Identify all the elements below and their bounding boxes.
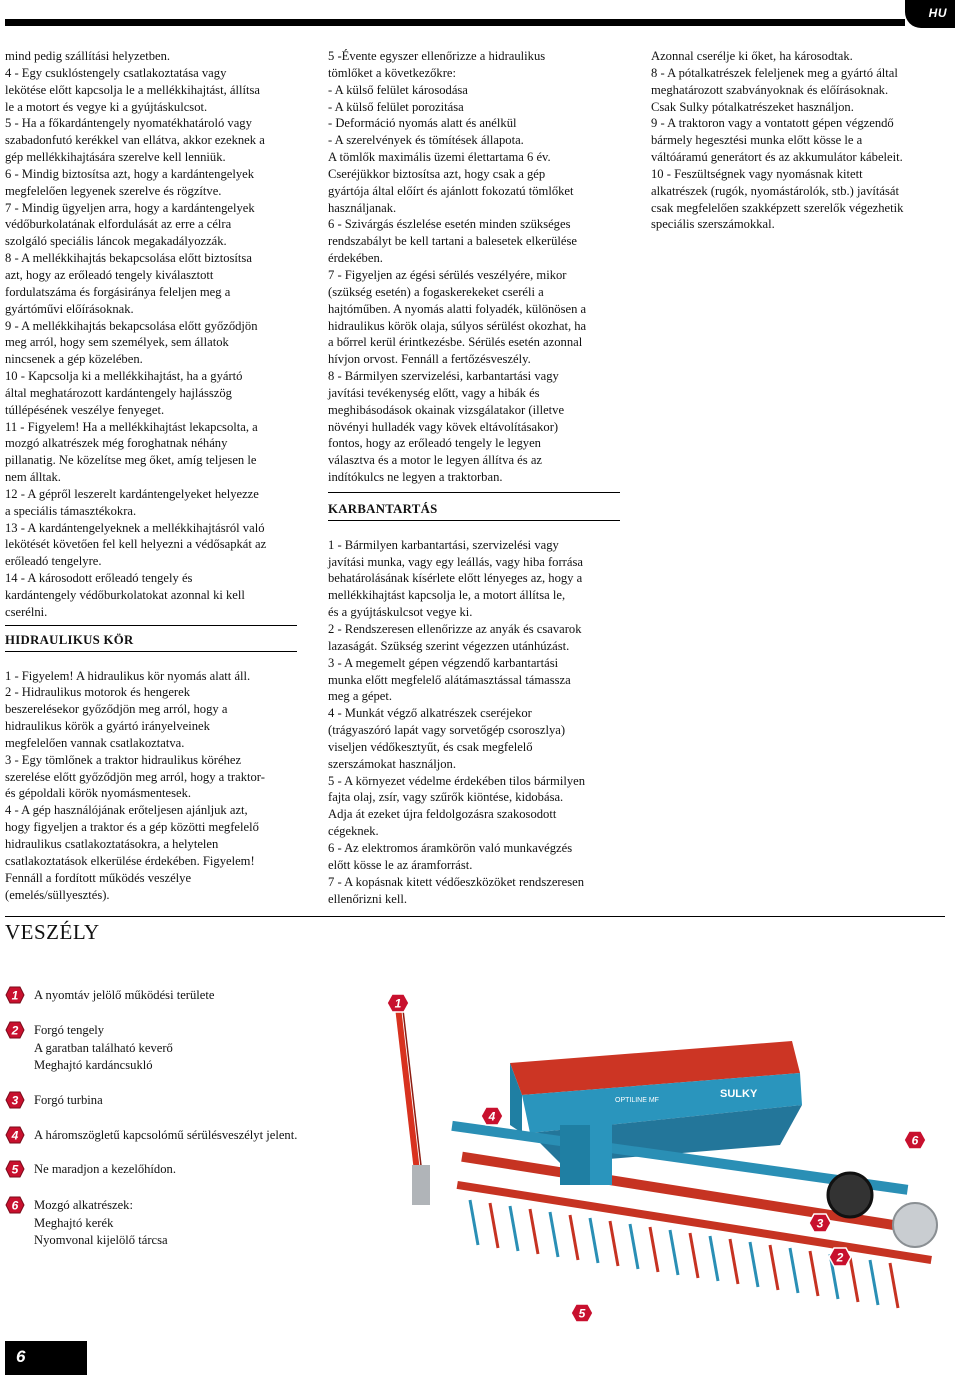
- text-line: előtt kösse le az áramforrást.: [328, 857, 473, 872]
- section-rule: [328, 520, 620, 521]
- text-line: Cseréjükkor biztosítsa azt, hogy csak a gép: [328, 166, 546, 181]
- text-line: lekötése előtt kapcsolja le a mellékkihajtást, állítsa: [5, 82, 260, 97]
- text-line: gyártója által előírt és ajánlott fokozatú tömlőket: [328, 183, 574, 198]
- text-line: 2 - Rendszeresen ellenőrizze az anyák és csavarok: [328, 622, 582, 636]
- text-line: által meghatározott kardántengely hajlásszög: [5, 385, 232, 400]
- text-line: 9 - A mellékkihajtás bekapcsolása előtt győződjön: [5, 318, 258, 333]
- column-1-hydraulic-paragraphs: [5, 668, 300, 904]
- text-line: erőleadó tengelyre.: [5, 554, 102, 569]
- text-line: 2 - Hidraulikus motorok és hengerek: [5, 685, 191, 700]
- text-line: nem álltak.: [5, 470, 61, 485]
- danger-item-text: A nyomtáv jelölő működési területe: [34, 988, 215, 1002]
- danger-number: 4: [11, 1128, 19, 1143]
- text-line: lazaságát. Szükség szerint végezzen utánhúzást.: [328, 638, 570, 653]
- text-line: érdekében.: [328, 251, 383, 266]
- text-line: növényi hulladék vagy kövek eltávolításakor): [328, 419, 559, 434]
- section-rule: [5, 625, 297, 626]
- text-line: túllépésének veszélye fenyeget.: [5, 402, 165, 417]
- callout-5: [571, 1304, 593, 1322]
- coulter: [490, 1203, 498, 1248]
- danger-item-text: A háromszögletű kapcsolómű sérülésveszélyt jelent.: [34, 1128, 298, 1142]
- text-line: hidraulikus körök a gyártó irányelveinek: [5, 719, 210, 734]
- text-line: szolgáló speciális láncok megakadályozzák.: [5, 234, 227, 249]
- coulter: [690, 1233, 698, 1278]
- text-line: választva és a motor le legyen állítva és az: [328, 453, 543, 468]
- text-line: cégeknek.: [328, 824, 379, 839]
- language-badge: [905, 0, 955, 28]
- text-line: Csak Sulky pótalkatrészeket használjon.: [651, 99, 854, 114]
- text-line: meg a gépet.: [328, 689, 392, 704]
- text-line: (trágyaszóró lapát vagy sorvetőgép csoroszlya): [328, 723, 566, 738]
- text-line: le a motort és vegye ki a gyújtáskulcsot.: [5, 99, 208, 114]
- page-number-box: [5, 1341, 87, 1375]
- callout-number: 4: [488, 1109, 496, 1124]
- callout-number: 5: [578, 1306, 586, 1321]
- coulter: [670, 1230, 678, 1275]
- text-line: 13 - A kardántengelyeknek a mellékkihajtásról való: [5, 520, 265, 535]
- text-line: indítókulcs ne legyen a traktorban.: [328, 470, 503, 485]
- text-line: hogy figyeljen a traktor és a gép közötti megfelelő: [5, 820, 259, 835]
- coulter: [850, 1257, 858, 1302]
- text-line: 5 - Ha a főkardántengely nyomatékhatároló vagy: [5, 116, 252, 131]
- text-line: szerszámokat használjon.: [328, 756, 456, 771]
- text-line: 9 - A traktoron vagy a vontatott gépen végzendő: [651, 116, 894, 131]
- section-heading-hidraulikus: HIDRAULIKUS KÖR: [5, 632, 134, 647]
- text-line: és a gyújtáskulcsot vegye ki.: [328, 605, 473, 620]
- text-line: fajta olaj, zsír, vagy szűrők kiöntése, kidobása.: [328, 790, 564, 805]
- danger-number-badge: [5, 986, 25, 1004]
- callout-2: [829, 1248, 851, 1266]
- text-line: megfelelően legyenek szerelve és rögzítve.: [5, 183, 222, 198]
- coulter: [890, 1263, 898, 1308]
- text-line: - A külső felület porozitása: [328, 99, 464, 114]
- danger-number: 1: [11, 988, 19, 1003]
- danger-number-badge: [5, 1021, 25, 1039]
- callout-number: 3: [816, 1216, 824, 1231]
- text-line: Azonnal cserélje ki őket, ha károsodtak.: [651, 49, 853, 63]
- danger-title: VESZÉLY: [5, 920, 100, 944]
- text-line: Fennáll a fordított működés veszélye: [5, 870, 192, 885]
- text-line: hívjon orvost. Fennáll a fertőzésveszély.: [328, 352, 531, 367]
- callout-1: [387, 994, 409, 1012]
- text-line: (szükség esetén) a fogaskerekeket cseréli a: [328, 284, 544, 299]
- column-1-paragraphs: [5, 48, 300, 621]
- page-number: 6: [16, 1347, 26, 1366]
- coulter: [810, 1251, 818, 1296]
- coulter: [790, 1248, 798, 1293]
- text-line: 11 - Figyelem! Ha a mellékkihajtást lekapcsolta, a: [5, 419, 258, 434]
- text-line: 1 - Bármilyen karbantartási, szervizelési vagy: [328, 537, 559, 552]
- text-line: váltóáramú generátort és az akkumulátor kábeleit.: [651, 150, 903, 165]
- coulter: [710, 1236, 718, 1281]
- danger-item-text: A garatban található keverő: [34, 1040, 173, 1055]
- coulter: [510, 1206, 518, 1251]
- text-line: gép mellékkihajtására szerelve kell lenniük.: [5, 150, 226, 165]
- coulter: [610, 1221, 618, 1266]
- coulter: [630, 1224, 638, 1269]
- text-line: Adja át ezeket újra feldolgozásra szakosodott: [328, 807, 557, 822]
- text-line: 5 - A környezet védelme érdekében tilos bármilyen: [328, 773, 586, 788]
- text-line: fordulatszáma és forgásiránya feleljen meg a: [5, 284, 231, 299]
- coulter: [750, 1242, 758, 1287]
- danger-number-badge: [5, 1091, 25, 1109]
- text-line: használjanak.: [328, 200, 397, 215]
- text-line: hidraulikus körök olaja, súlyos sérülést okozhat, ha: [328, 318, 587, 333]
- text-line: fontos, hogy az erőleadó tengely le legyen: [328, 436, 541, 451]
- danger-number: 6: [11, 1198, 19, 1213]
- text-line: pillanatig. Ne közelítse meg őket, amíg teljesen le: [5, 453, 257, 468]
- text-line: beszerelésekor győződjön meg arról, hogy a: [5, 702, 228, 717]
- drive-wheel: [828, 1173, 872, 1217]
- danger-number-badge: [5, 1126, 25, 1144]
- text-line: viseljen védőkesztyűt, és csak megfelelő: [328, 739, 533, 754]
- text-line: a bőrrel kerül érintkezésbe. Sérülés esetén azonnal: [328, 335, 583, 350]
- text-line: meghibásodások okainak vizsgálatakor (illetve: [328, 402, 565, 417]
- coulter: [550, 1212, 558, 1257]
- text-line: munka előtt megfelelő alátámasztással támassza: [328, 672, 571, 687]
- text-line: - Deformáció nyomás alatt és anélkül: [328, 116, 517, 131]
- coulter: [730, 1239, 738, 1284]
- text-line: alkatrészek (rugók, nyomástárolók, stb.) javítását: [651, 183, 899, 198]
- text-line: tömlőket a következőkre:: [328, 65, 456, 80]
- coulter: [650, 1227, 658, 1272]
- callout-6: [904, 1131, 926, 1149]
- text-line: mozgó alkatrészek még foroghatnak néhány: [5, 436, 228, 451]
- coulter: [530, 1209, 538, 1254]
- text-line: lekötését követően fel kell helyezni a védősapkát az: [5, 537, 267, 552]
- text-line: szerelése előtt győződjön meg arról, hogy a traktor-: [5, 769, 265, 784]
- danger-item-text: Meghajtó kardáncsukló: [34, 1058, 153, 1072]
- text-line: 8 - A mellékkihajtás bekapcsolása előtt biztosítsa: [5, 251, 252, 266]
- text-line: javítási munka, vagy egy leállás, vagy hiba forrása: [328, 554, 583, 569]
- text-line: 3 - A megemelt gépen végzendő karbantartási: [328, 655, 559, 670]
- text-line: bármely hegesztési munka előtt kösse le a: [651, 133, 863, 148]
- text-line: javítási tevékenység előtt, vagy a hibák és: [328, 385, 540, 400]
- text-line: csatlakoztatások elkerülése érdekében. Figyelem!: [5, 853, 255, 868]
- hopper-label-optiline: OPTILINE MF: [615, 1097, 659, 1104]
- callout-number: 6: [911, 1133, 919, 1148]
- danger-number-badge: [5, 1196, 25, 1214]
- column-2-maintenance-paragraphs: [328, 537, 623, 908]
- callout-4: [481, 1107, 503, 1125]
- text-line: hidraulikus csatlakoztatásokra, a helytelen: [5, 836, 219, 851]
- text-column-2: [328, 48, 623, 907]
- section-rule: [5, 651, 297, 652]
- danger-item-text: Ne maradjon a kezelőhídon.: [34, 1162, 176, 1176]
- text-line: 10 - Kapcsolja ki a mellékkihajtást, ha a gyártó: [5, 369, 243, 384]
- text-line: 7 - Figyeljen az égési sérülés veszélyére, mikor: [328, 267, 567, 282]
- text-line: 7 - A kopásnak kitett védőeszközöket rendszeresen: [328, 874, 584, 889]
- text-line: speciális szerszámokkal.: [651, 217, 775, 232]
- text-line: 12 - A gépről leszerelt kardántengelyeket helyezze: [5, 486, 259, 501]
- danger-number: 5: [11, 1162, 19, 1177]
- text-line: 4 - Egy csuklóstengely csatlakoztatása vagy: [5, 65, 227, 80]
- danger-item-text: Mozgó alkatrészek:: [34, 1198, 133, 1212]
- header-rule: [5, 19, 905, 26]
- text-line: (emelés/süllyesztés).: [5, 887, 110, 902]
- danger-item-text: Nyomvonal kijelölő tárcsa: [34, 1233, 168, 1247]
- column-2-paragraphs: [328, 48, 623, 486]
- text-line: - A külső felület károsodása: [328, 82, 468, 97]
- text-line: hajtóműben. A nyomás alatti folyadék, különösen a: [328, 301, 587, 316]
- text-line: ellenőrizni kell.: [328, 891, 408, 906]
- text-line: és gépoldali körök nyomásmentesek.: [5, 786, 192, 801]
- danger-item-text: Forgó turbina: [34, 1093, 103, 1107]
- text-line: kardántengely védőburkolatokat azonnal ki kell: [5, 588, 245, 602]
- text-line: 8 - Bármilyen szervizelési, karbantartási vagy: [328, 369, 559, 384]
- marker-arm: [398, 1007, 430, 1205]
- text-line: nincsenek a gép közelében.: [5, 352, 143, 367]
- coulter: [590, 1218, 598, 1263]
- text-line: 3 - Egy tömlőnek a traktor hidraulikus köréhez: [5, 752, 242, 767]
- text-line: mellékkihajtást kapcsolja le, a motort állítsa le,: [328, 588, 566, 603]
- text-line: a speciális támasztékokra.: [5, 503, 137, 518]
- column-3-paragraphs: [651, 48, 956, 233]
- text-line: meg arról, hogy sem személyek, sem állatok: [5, 335, 229, 350]
- section-rule: [328, 492, 620, 493]
- text-line: szabadonfutó kerékkel van ellátva, akkor ezeknek a: [5, 133, 265, 148]
- text-line: behatárolásának kísérlete előtt lényeges az, hogy a: [328, 571, 583, 586]
- text-line: rendszabályt be kell tartani a balesetek elkerülése: [328, 234, 577, 249]
- danger-rule: [5, 916, 945, 917]
- coulter: [770, 1245, 778, 1290]
- callout-number: 1: [394, 996, 402, 1011]
- text-line: gyártóművi előírásoknak.: [5, 301, 134, 316]
- text-line: A tömlők maximális üzemi élettartama 6 év.: [328, 150, 551, 165]
- danger-number: 3: [11, 1093, 19, 1108]
- danger-item-text: Meghajtó kerék: [34, 1215, 114, 1230]
- danger-number: 2: [11, 1023, 19, 1038]
- callout-3: [809, 1214, 831, 1232]
- text-line: meghatározott szabványoknak és előírásoknak.: [651, 82, 889, 97]
- language-badge-text: HU: [928, 6, 947, 20]
- text-line: 8 - A pótalkatrészek feleljenek meg a gyártó által: [651, 65, 898, 80]
- hopper-label-sulky: SULKY: [720, 1088, 758, 1100]
- text-column-1: [5, 48, 300, 903]
- text-line: 7 - Mindig ügyeljen arra, hogy a kardántengelyek: [5, 200, 255, 215]
- text-line: 5 -Évente egyszer ellenőrizze a hidraulikus: [328, 49, 546, 63]
- text-line: 4 - A gép használójának erőteljesen ajánljuk azt,: [5, 803, 248, 818]
- seed-drill-illustration: [360, 955, 960, 1325]
- text-line: csak megfelelően szakképzett szerelők végezhetik: [651, 200, 904, 215]
- text-line: cserélni.: [5, 604, 48, 619]
- danger-number-badge: [5, 1160, 25, 1178]
- text-line: - A szerelvények és tömítések állapota.: [328, 133, 524, 148]
- text-line: 6 - Szivárgás észlelése esetén minden szükséges: [328, 217, 571, 232]
- text-line: mind pedig szállítási helyzetben.: [5, 49, 171, 63]
- text-line: 1 - Figyelem! A hidraulikus kör nyomás alatt áll.: [5, 668, 251, 683]
- callout-number: 2: [836, 1250, 844, 1265]
- text-line: megfelelően vannak csatlakoztatva.: [5, 735, 185, 750]
- marker-disc: [893, 1203, 937, 1247]
- section-heading-karbantartas: KARBANTARTÁS: [328, 501, 438, 516]
- text-line: azt, hogy az erőleadó tengely kiválasztott: [5, 267, 214, 282]
- coulter: [870, 1260, 878, 1305]
- coulter: [570, 1215, 578, 1260]
- text-line: 10 - Feszültségnek vagy nyomásnak kitett: [651, 166, 863, 181]
- coulter: [470, 1200, 478, 1245]
- text-line: védőburkolatának elfordulását az erre a célra: [5, 217, 232, 232]
- text-line: 6 - Az elektromos áramkörön való munkavégzés: [328, 840, 573, 855]
- text-column-3: [651, 48, 956, 233]
- text-line: 14 - A károsodott erőleadó tengely és: [5, 571, 193, 586]
- text-line: 6 - Mindig biztosítsa azt, hogy a kardántengelyek: [5, 166, 255, 181]
- danger-item-text: Forgó tengely: [34, 1023, 105, 1037]
- text-line: 4 - Munkát végző alkatrészek cseréjekor: [328, 706, 532, 721]
